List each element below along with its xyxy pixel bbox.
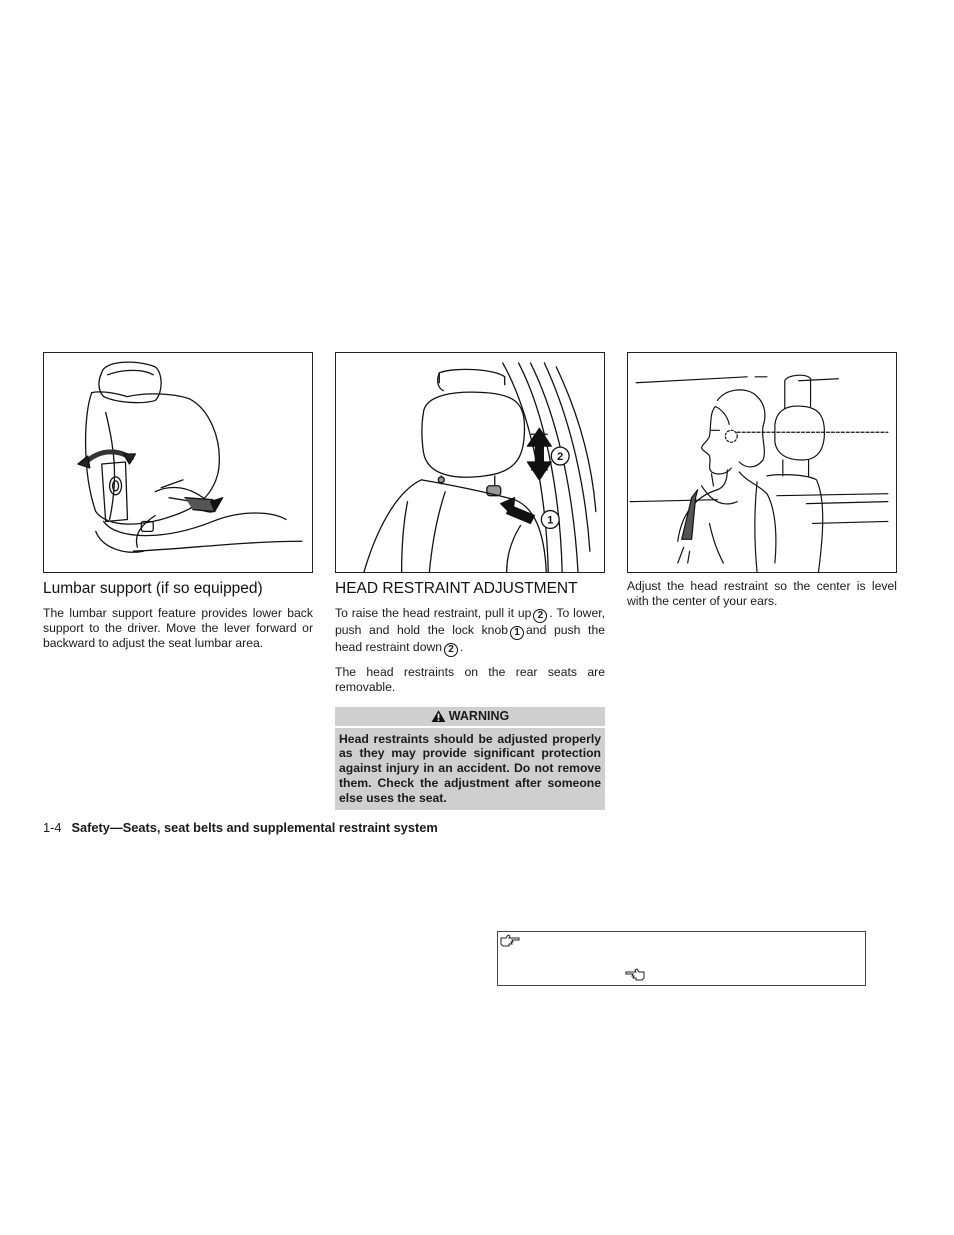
lumbar-heading: Lumbar support (if so equipped): [43, 580, 263, 597]
knob-1-icon: 1: [510, 626, 524, 640]
head-restraint-column: [335, 352, 605, 810]
head-restraint-text-1: [335, 606, 605, 657]
lumbar-column: [43, 352, 313, 650]
ear-level-column: [627, 352, 897, 609]
lumbar-seat-illustration: [43, 352, 313, 573]
warning-title: WARNING: [448, 709, 510, 724]
arrow-label-2: 2: [557, 451, 564, 464]
warning-box: [335, 707, 605, 810]
warning-triangle-icon: [431, 709, 446, 723]
knob-2-icon: 2: [444, 643, 458, 657]
head-restraint-text-2: The head restraints on the rear seats are removable.: [335, 665, 605, 694]
text-part: To raise the head restraint, pull it up: [335, 606, 532, 620]
ear-level-caption: Adjust the head restraint so the center is level with the center of your ears.: [627, 579, 897, 608]
ear-level-illustration: [627, 352, 897, 573]
head-restraint-heading: HEAD RESTRAINT ADJUSTMENT: [335, 580, 578, 597]
text-part: and push the head restraint down: [335, 623, 606, 654]
pointing-hand-icon: [500, 934, 520, 947]
pointing-hand-icon: [625, 968, 645, 981]
warning-title-bar: [335, 707, 605, 728]
stamp-box: [497, 931, 866, 986]
text-part: . To lower, push and hold the lock knob: [335, 606, 605, 637]
page-footer: [43, 820, 438, 835]
lumbar-text: The lumbar support feature provides lower back support to the driver. Move the lever forward or backward to adjust the seat lumbar area.: [43, 606, 313, 650]
head-restraint-illustration: [335, 352, 605, 573]
page-number: 1-4: [43, 820, 62, 835]
knob-2-icon: 2: [533, 609, 547, 623]
warning-text: Head restraints should be adjusted properly as they may provide significant protection against injury in an accident. Do not remove them. Check the adjustment after someone else uses the seat.: [339, 731, 601, 805]
section-title: Safety—Seats, seat belts and supplemental restraint system: [71, 820, 438, 835]
arrow-label-1: 1: [547, 514, 554, 527]
text-part: .: [460, 640, 464, 654]
